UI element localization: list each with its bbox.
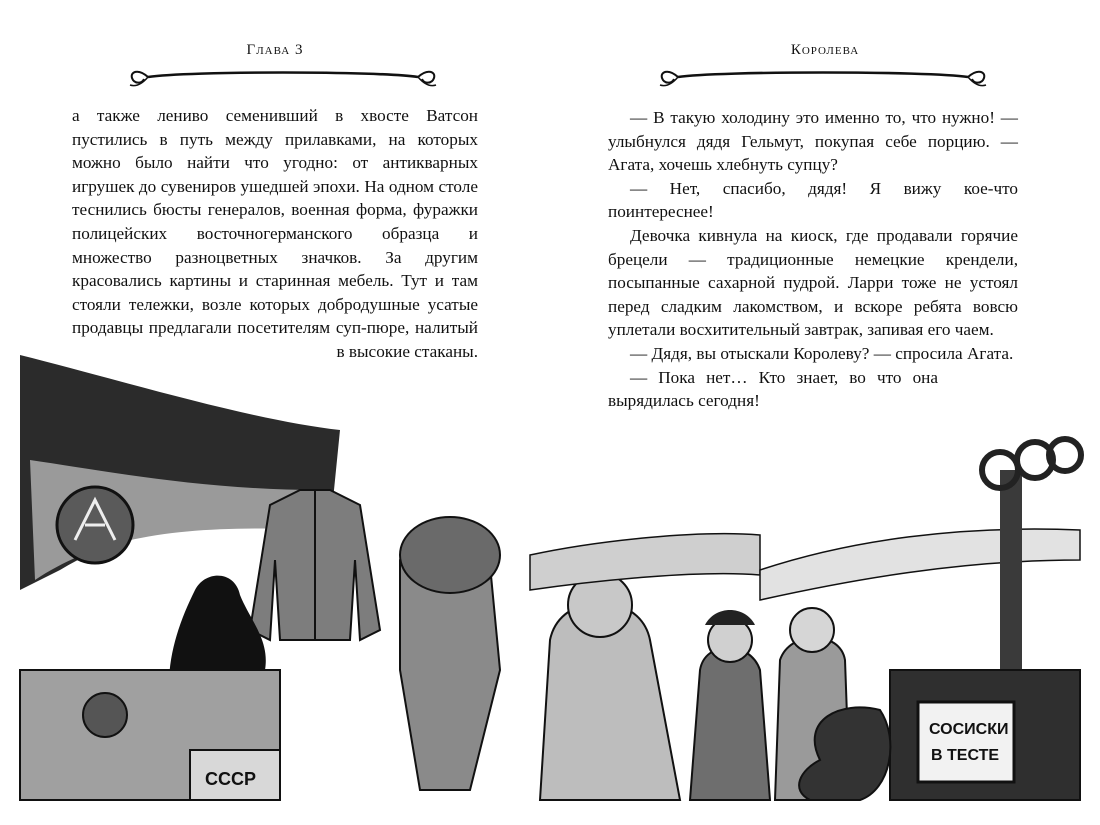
ornament-divider-right (658, 64, 988, 90)
person-boy (690, 648, 770, 801)
body-text-left (72, 104, 478, 364)
running-head-right: Королева (790, 42, 860, 58)
paragraph: — В такую холодину это именно то, что нужно! — улыбнулся дядя Гельмут, покупая себе порцию. — Агата, хочешь хлебнуть супцу? (608, 108, 1018, 175)
paragraph: а также лениво семенивший в хвосте Ватсон пустились в путь между прилавками, на которых можно было найти что угодно: от антикварных игрушек до сувениров ушедшей эпохи. На одном столе теснились бюсты генералов, военная форма, фуражки полицейских восточногерманского образца и множество разноцветных значков. За другим красовались картины и старинная мебель. Тут и там стояли тележки, возле которых добродушные усатые продавцы предлагали посетителям суп-пюре, налитый в высокие стаканы. (72, 106, 478, 361)
crate-label: СССР (205, 769, 257, 789)
market-illustration (0, 340, 1100, 810)
running-head-left: Глава 3 (246, 42, 304, 58)
tent-canopy (530, 534, 760, 590)
kiosk-sign (918, 702, 1014, 782)
paragraph: — Пока нет… Кто знает, во что она вырядилась сегодня! (608, 367, 938, 411)
paragraph: — Нет, спасибо, дядя! Я вижу кое-что поинтереснее! (608, 178, 1018, 222)
paragraph: — Дядя, вы отыскали Королеву? — спросила Агата. (630, 343, 1014, 363)
ornament-divider-left (128, 64, 438, 90)
sign-text-line1: СОСИСКИ (929, 721, 1009, 738)
sign-text-line2: В ТЕСТЕ (931, 747, 1000, 764)
paragraph: Девочка кивнула на киоск, где продавали горячие брецели — традиционные немецкие крендели, посыпанные сахарной пудрой. Ларри тоже не устоял перед сладким лакомством, и вскоре ребята вовсю уплетали восхитительный завтрак, запивая его чаем. (608, 225, 1018, 340)
